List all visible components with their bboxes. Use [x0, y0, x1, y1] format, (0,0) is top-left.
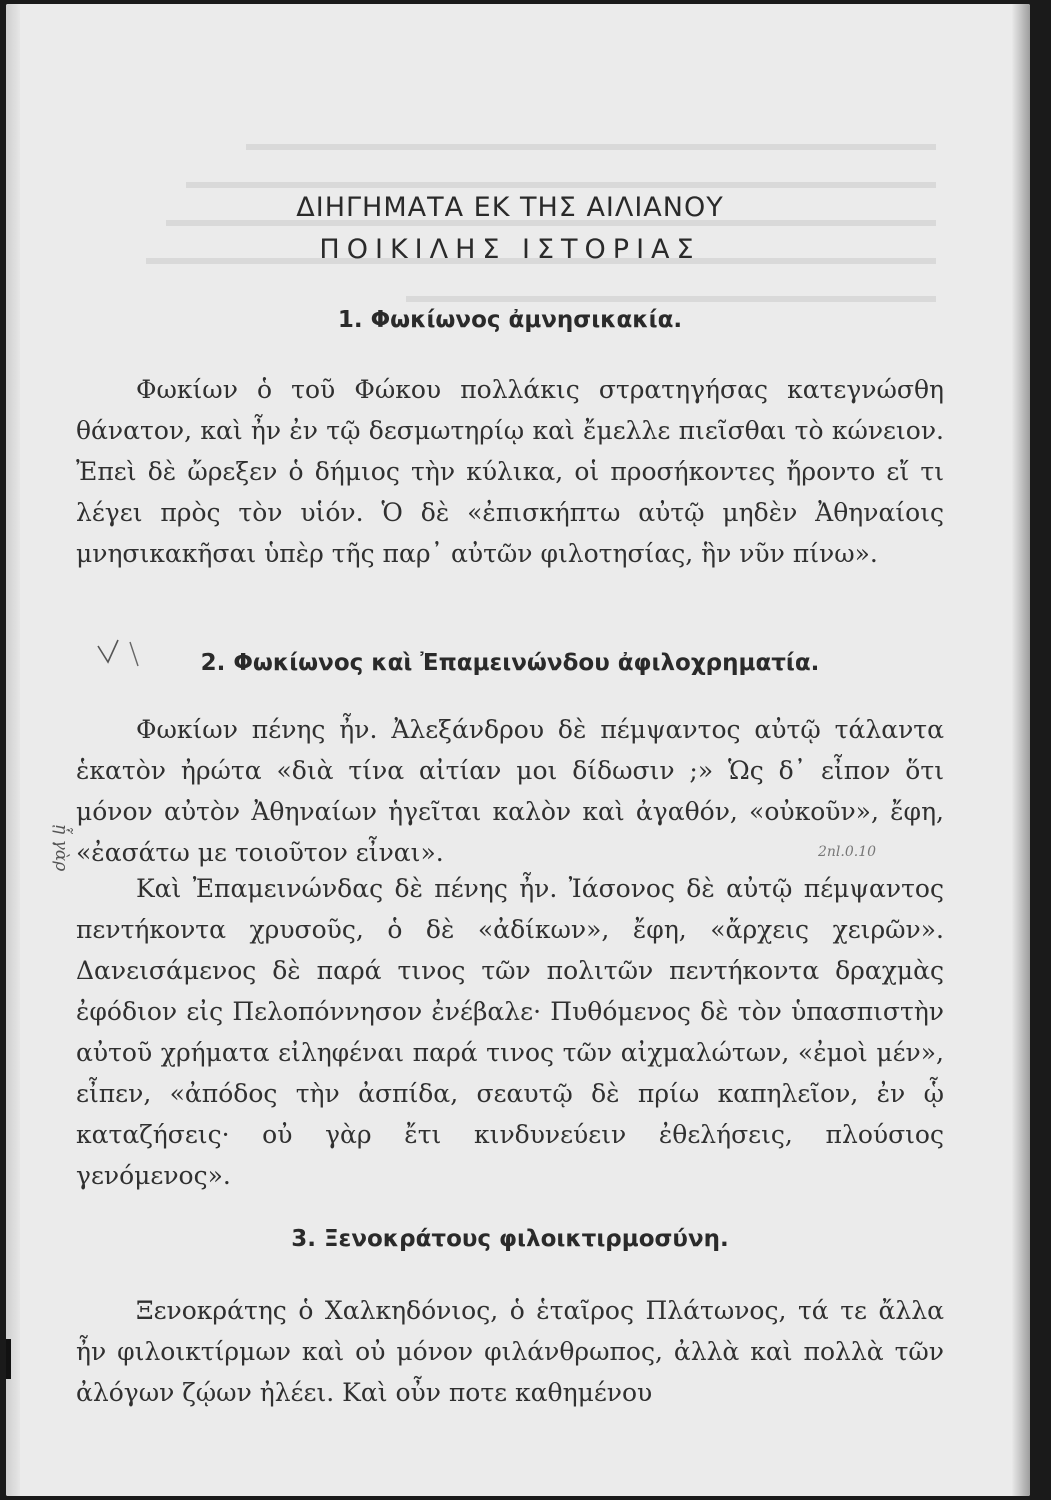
section-heading-1: 1. Φωκίωνος ἀμνησικακία.	[337, 307, 683, 333]
book-title-line-1: ΔΙΗΓΗΜΑΤΑ ΕΚ ΤΗΣ ΑΙΛΙΑΝΟΥ	[296, 192, 724, 223]
section-3-paragraph-1: Ξενοκράτης ὁ Χαλκηδόνιος, ὁ ἑταῖρος Πλάτωνος, τά τε ἄλλα ἦν φιλοικτίρμων καὶ οὐ μόνον φιλάνθρωπος, ἀλλὰ καὶ πολλὰ τῶν ἀλόγων ζῴων ἠλέει. Καὶ οὖν ποτε καθημένου	[76, 1296, 944, 1407]
book-title-line-2: ΠΟΙΚΙΛΗΣ ΙΣΤΟΡΙΑΣ	[319, 234, 701, 265]
pencil-note-2	[816, 840, 886, 880]
pencil-checkmark-icon	[94, 636, 154, 672]
binding-mark	[6, 1339, 11, 1379]
handwritten-margin-note	[44, 824, 71, 999]
section-1-paragraph-1: Φωκίων ὁ τοῦ Φώκου πολλάκις στρατηγήσας κατεγνώσθη θάνατον, καὶ ἦν ἐν τῷ δεσμωτηρίῳ καὶ ἔμελλε πιεῖσθαι τὸ κώνειον. Ἐπεὶ δὲ ὤρεξεν ὁ δήμιος τὴν κύλικα, οἱ προσήκοντες ἤροντο εἴ τι λέγει πρὸς τὸν υἱόν. Ὁ δὲ «ἐπισκήπτω αὐτῷ μηδὲν Ἀθηναίοις μνησικακῆσαι ὑπὲρ τῆς παρ᾽ αὐτῶν φιλοτησίας, ἣν νῦν πίνω».	[76, 375, 944, 568]
section-heading-2: 2. Φωκίωνος καὶ Ἐπαμεινώνδου ἀφιλοχρηματία.	[200, 650, 820, 676]
page-right-shadow	[1012, 4, 1030, 1496]
book-page	[6, 4, 1030, 1496]
section-heading-3: 3. Ξενοκράτους φιλοικτιρμοσύνη.	[291, 1226, 729, 1252]
pencil-note-text: 2nl.0.10	[818, 844, 877, 860]
section-2-paragraph-1: Φωκίων πένης ἦν. Ἀλεξάνδρου δὲ πέμψαντος αὐτῷ τάλαντα ἑκατὸν ἠρώτα «διὰ τίνα αἰτίαν μοι δίδωσιν ;» Ὡς δ᾽ εἶπον ὅτι μόνον αὐτὸν Ἀθηναίων ἡγεῖται καλὸν καὶ ἀγαθόν, «οὐκοῦν», ἔφη, «ἐασάτω με τοιοῦτον εἶναι».	[76, 715, 944, 867]
section-2-paragraph-2: Καὶ Ἐπαμεινώνδας δὲ πένης ἦν. Ἰάσονος δὲ αὐτῷ πέμψαντος πεντήκοντα χρυσοῦς, ὁ δὲ «ἀδίκων», ἔφη, «ἄρχεις χειρῶν». Δανεισάμενος δὲ παρά τινος τῶν πολιτῶν πεντήκοντα δραχμὰς ἐφόδιον εἰς Πελοπόννησον ἐνέβαλε· Πυθόμενος δὲ τὸν ὑπασπιστὴν αὐτοῦ χρήματα εἰληφέναι παρά τινος τῶν αἰχμαλώτων, «ἐμοὶ μέν», εἶπεν, «ἀπόδος τὴν ἀσπίδα, σεαυτῷ δὲ πρίω καπηλεῖον, ἐν ᾧ καταζήσεις· οὐ γὰρ ἔτι κινδυνεύειν ἐθελήσεις, πλούσιος γενόμενος».	[76, 874, 944, 1190]
margin-note-text: ᾗ γὰρ	[51, 824, 71, 872]
page-left-edge	[6, 4, 20, 1496]
